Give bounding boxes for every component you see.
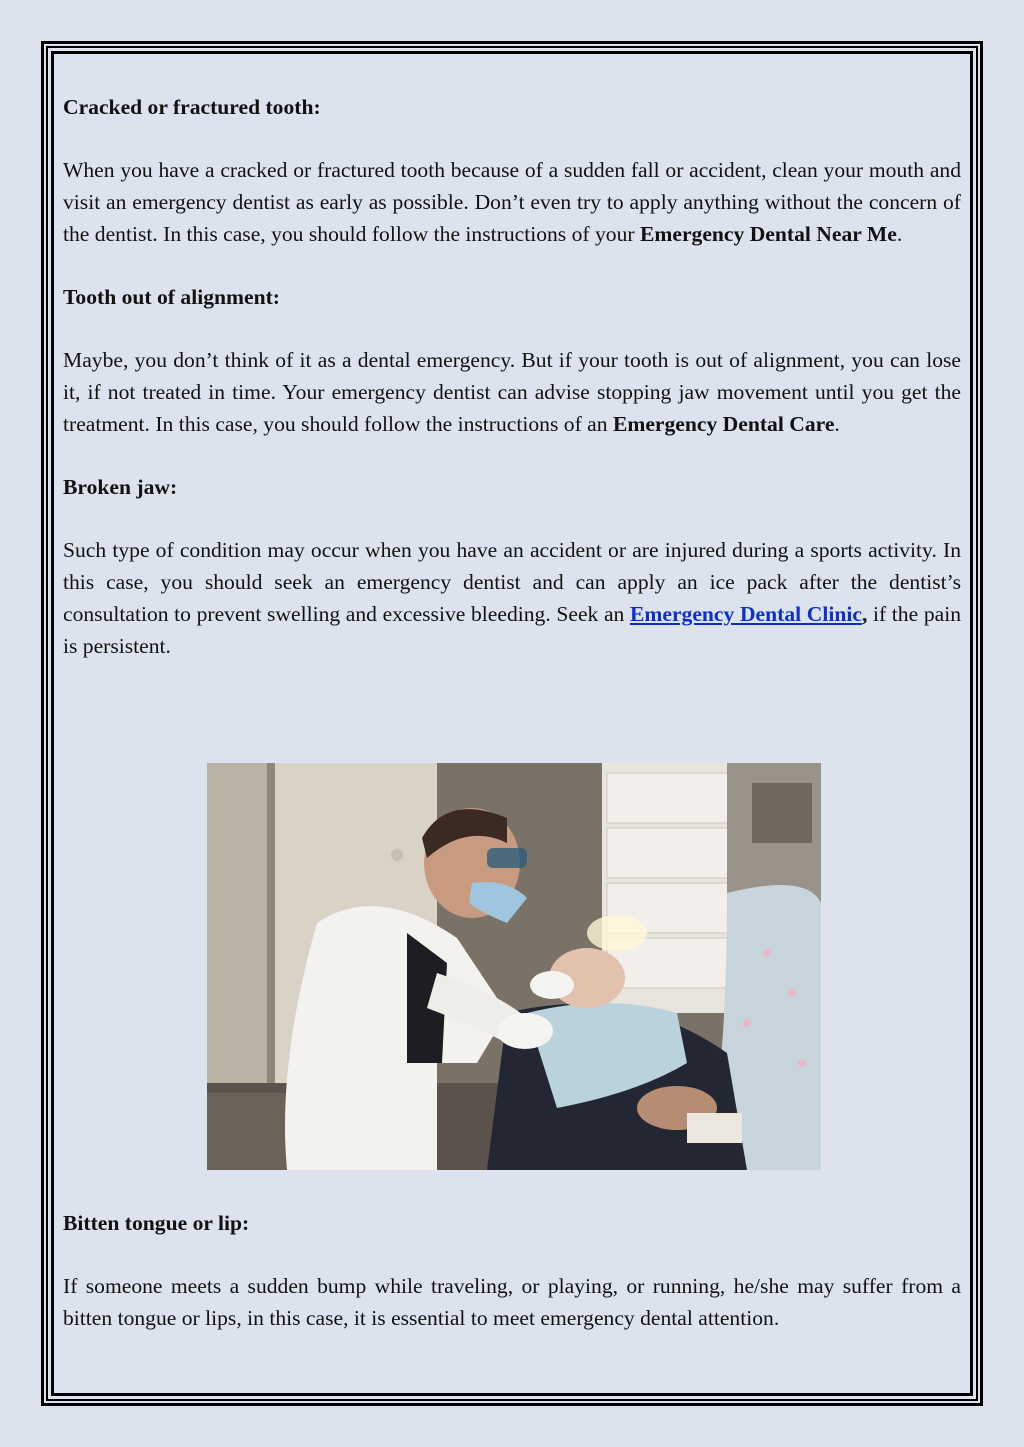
body-text: When you have a cracked or fractured tooth because of a sudden fall or accident, clean your mouth and visit an emergency dentist as early as possible. Don’t even try to apply anything without the concern of the dentist. In this case, you should follow the instructions of your <box>63 158 961 246</box>
section-body-alignment <box>63 344 961 440</box>
bold-keyword: Emergency Dental Near Me <box>639 222 897 246</box>
body-text: . <box>896 222 903 246</box>
bold-keyword: Emergency Dental Care <box>612 412 835 436</box>
section-heading-alignment: Tooth out of alignment: <box>63 285 280 309</box>
dentist-treating-patient-photo <box>207 763 821 1170</box>
body-text: . <box>834 412 840 436</box>
body-text: Maybe, you don’t think of it as a dental emergency. But if your tooth is out of alignment, you can lose it, if not treated in time. Your emergency dentist can advise stopping jaw movement until you get the treatment. In this case, you should follow the instructions of an <box>63 348 961 436</box>
section-heading-broken-jaw: Broken jaw: <box>63 475 178 499</box>
emergency-dental-clinic-link[interactable]: Emergency Dental Clinic <box>629 602 862 626</box>
body-text: if the pain is persistent. <box>63 602 961 658</box>
article-body <box>63 91 961 693</box>
section-body-cracked-tooth <box>63 154 961 250</box>
section-heading-cracked-tooth: Cracked or fractured tooth: <box>63 95 321 119</box>
section-heading-bitten-tongue: Bitten tongue or lip: <box>63 1211 250 1235</box>
article-body-continued <box>63 1207 961 1365</box>
section-body-broken-jaw <box>63 534 961 662</box>
link-suffix: , <box>861 602 868 626</box>
section-body-bitten-tongue: If someone meets a sudden bump while traveling, or playing, or running, he/she may suffer from a bitten tongue or lips, in this case, it is essential to meet emergency dental attention. <box>63 1274 961 1330</box>
body-text: Such type of condition may occur when you have an accident or are injured during a sports activity. In this case, you should seek an emergency dentist and can apply an ice pack after the dentist’s consultation to prevent swelling and excessive bleeding. Seek an <box>63 538 961 626</box>
